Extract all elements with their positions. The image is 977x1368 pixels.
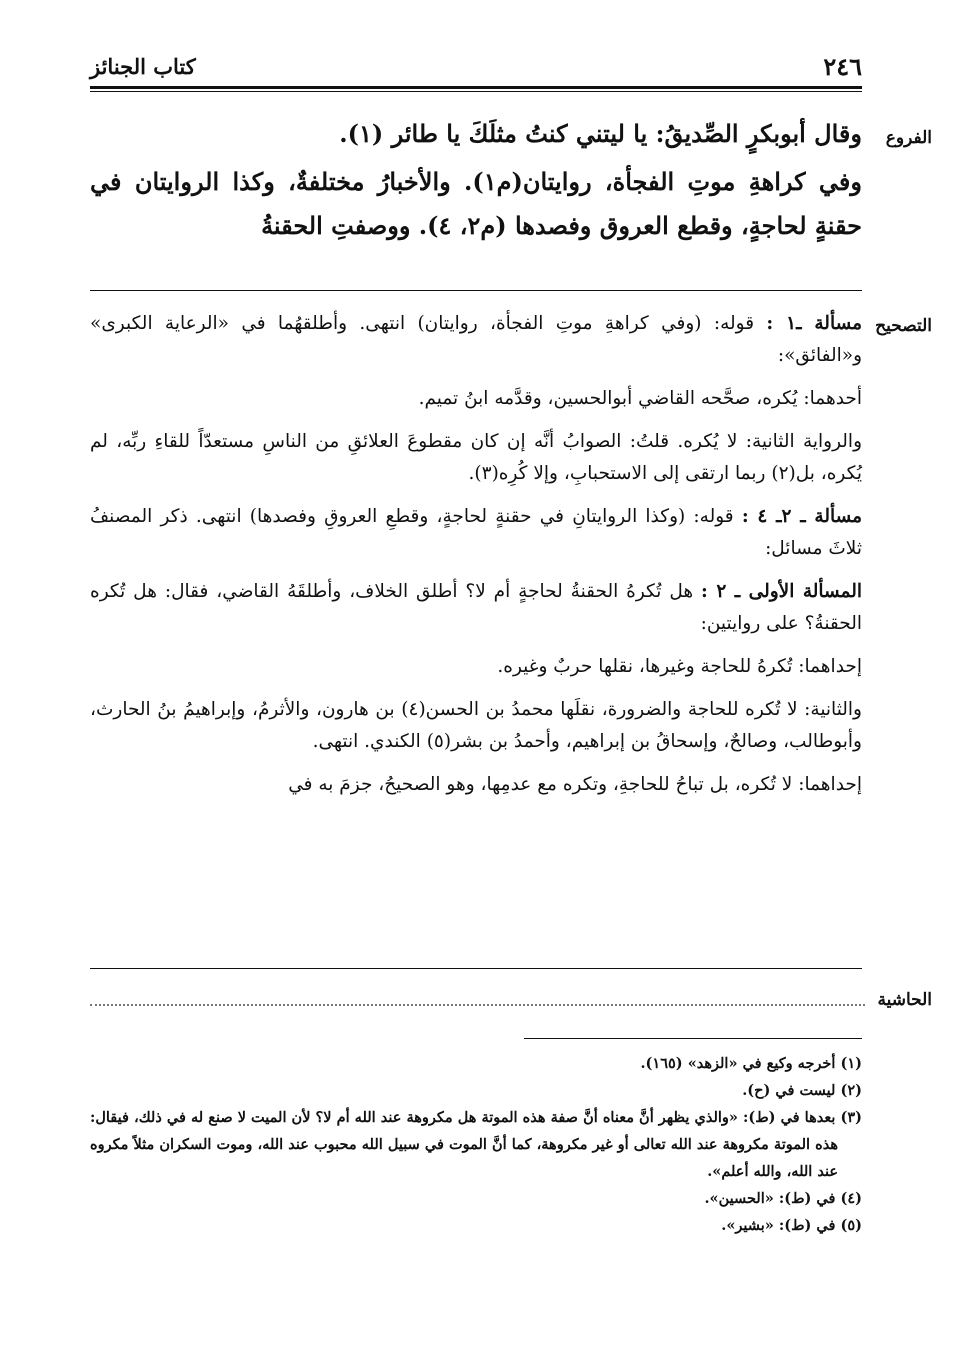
- footnote: (٥) في (ط): «بشير».: [721, 1217, 862, 1234]
- tashih-paragraph: [90, 383, 862, 415]
- section-divider: [90, 968, 862, 969]
- section-divider: [90, 290, 862, 291]
- hashiya-dotted-line: [90, 1004, 865, 1006]
- footnote: (٢) ليست في (ح).: [742, 1082, 862, 1099]
- paragraph-text: إحداهما: لا تُكره، بل تباحُ للحاجةِ، وتكره مع عدمِها، وهو الصحيحُ، جزمَ به في: [288, 774, 862, 795]
- section-label-tashih: التصحيح: [875, 316, 932, 336]
- furu-line: وقال أبوبكرٍ الصِّديقُ: يا ليتني كنتُ مثلَكَ يا طائر (١).: [339, 119, 862, 148]
- paragraph-text: إحداهما: تُكرهُ للحاجة وغيرها، نقلها حربٌ وغيره.: [497, 656, 862, 677]
- tashih-paragraph: [90, 501, 862, 565]
- tashih-paragraph: [90, 308, 862, 372]
- book-title: كتاب الجنائز: [90, 54, 196, 79]
- header-rule-thin: [90, 91, 862, 92]
- furu-text: [90, 112, 862, 252]
- paragraph-text: قوله: (وفي كراهةِ موتِ الفجأة، روايتان) انتهى. وأطلقهُما في «الرعاية الكبرى» و«الفائق»:: [90, 313, 862, 366]
- footnote: (٣) بعدها في (ط): «والذي يظهر أنَّ معناه أنَّ صفة هذه الموتة هل مكروهة عند الله أم لا؟ لأن الميت لا صنع له في ذلك، فيقال: هذه الموتة مكروهة عند الله تعالى أو غير مكروهة، كما أنَّ الموت في سبيل الله محبوب عند الله، وموت السكران مثلاً مكروه عند الله، والله أعلم».: [90, 1109, 862, 1180]
- header-rule: [90, 86, 862, 89]
- footnote-rule: [524, 1038, 862, 1039]
- footnotes: [90, 1050, 862, 1239]
- paragraph-text: أحدهما: يُكره، صحَّحه القاضي أبوالحسين، وقدَّمه ابنُ تميم.: [418, 388, 862, 409]
- furu-line: وفي كراهةِ موتِ الفجأة، روايتان(م١). والأخبارُ مختلفةٌ، وكذا الروايتان في حقنةٍ لحاجةٍ، وقطع العروق وفصدها (م٢، ٤). ووصفتِ الحقنةُ: [90, 167, 862, 240]
- tashih-paragraph: [90, 694, 862, 758]
- page-number: ٢٤٦: [823, 52, 862, 81]
- tashih-paragraph: [90, 426, 862, 490]
- masala-heading: المسألة الأولى ـ ٢ :: [701, 581, 863, 602]
- paragraph-text: قوله: (وكذا الروايتانِ في حقنةٍ لحاجةٍ، وقطعِ العروقِ وفصدها) انتهى. ذكر المصنفُ ثلاثَ مسائل:: [90, 506, 862, 559]
- masala-heading: مسألة ـ١ :: [766, 313, 862, 334]
- paragraph-text: هل تُكرهُ الحقنةُ لحاجةٍ أم لا؟ أطلق الخلاف، وأطلقَهُ القاضي، فقال: هل تُكره الحقنةُ؟ على روايتين:: [90, 581, 862, 634]
- tashih-paragraph: [90, 576, 862, 640]
- paragraph-text: والثانية: لا تُكره للحاجة والضرورة، نقلَها محمدُ بن الحسن(٤) بن هارون، والأثرمُ، وإبراهيمُ بنُ الحارث، وأبوطالب، وصالحٌ، وإسحاقُ بن إبراهيم، وأحمدُ بن بشر(٥) الكندي. انتهى.: [90, 699, 862, 752]
- masala-heading: مسألة ـ ٢ـ ٤ :: [741, 506, 863, 527]
- tashih-paragraph: [90, 651, 862, 683]
- paragraph-text: والرواية الثانية: لا يُكره. قلتُ: الصوابُ أنَّه إن كان مقطوعَ العلائقِ من الناسِ مستعدّاً للقاءِ ربِّه، لم يُكره، بل(٢) ربما ارتقى إلى الاستحبابِ، وإلا كُرِه(٣).: [90, 431, 862, 484]
- section-label-furu: الفروع: [885, 128, 932, 148]
- tashih-text: [90, 308, 862, 812]
- tashih-paragraph: [90, 769, 862, 801]
- section-label-hashiya: الحاشية: [877, 990, 932, 1010]
- footnote: (٤) في (ط): «الحسين».: [704, 1190, 862, 1207]
- footnote: (١) أخرجه وكيع في «الزهد» (١٦٥).: [640, 1055, 862, 1072]
